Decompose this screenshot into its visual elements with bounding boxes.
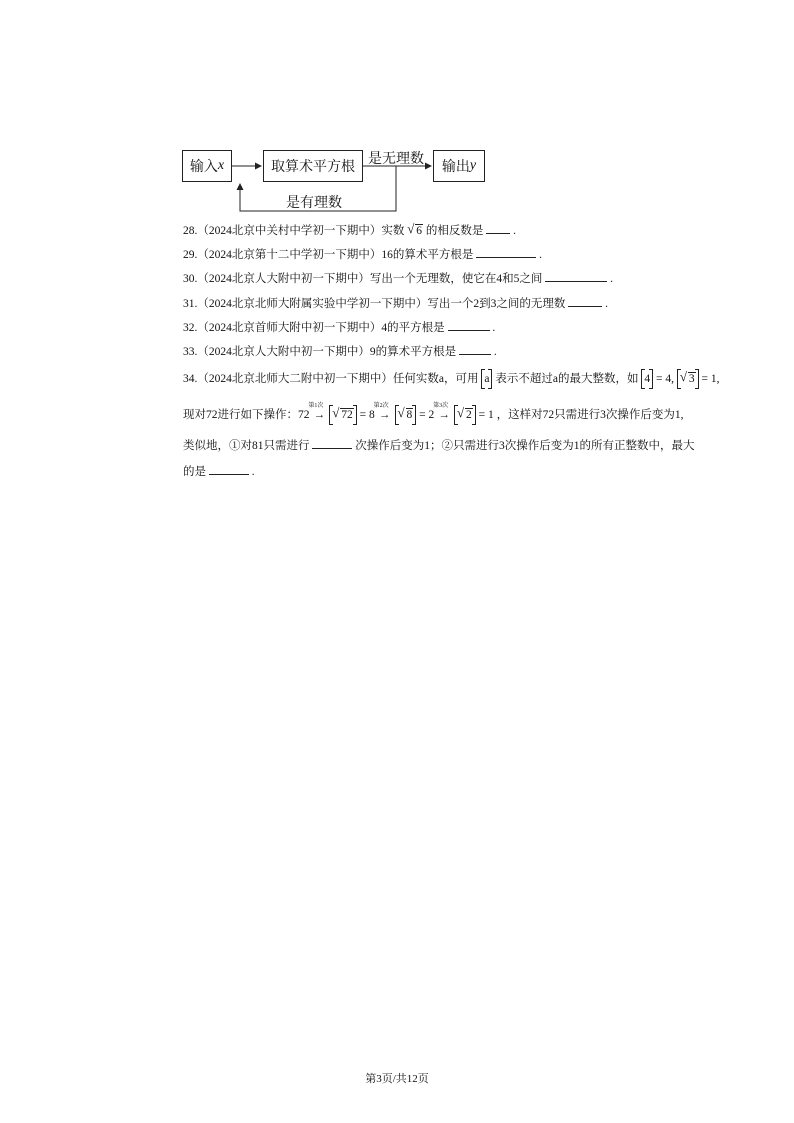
question-33: 33.（2024北京人大附中初一下期中）9的算术平方根是 . <box>183 343 497 360</box>
irrational-label: 是无理数 <box>368 152 424 167</box>
sqrt-6: √ 6 <box>407 221 422 237</box>
output-var: y <box>469 158 477 173</box>
floor-bracket-sqrt8: √ 8 <box>395 407 417 423</box>
question-34-line4: 的是 . <box>183 463 255 480</box>
floor-bracket-sqrt3: √ 3 <box>677 371 699 387</box>
step-1-arrow: 第1次 → <box>308 403 326 421</box>
answer-blank-29[interactable] <box>476 246 536 258</box>
floor-bracket-sqrt72: √ 72 <box>329 407 357 423</box>
rational-label: 是有理数 <box>286 196 342 211</box>
input-var: x <box>217 158 225 173</box>
answer-blank-34-1[interactable] <box>312 437 352 449</box>
answer-blank-30[interactable] <box>545 270 607 282</box>
question-31: 31.（2024北京北师大附属实验中学初一下期中）写出一个2到3之间的无理数 . <box>183 295 608 312</box>
answer-blank-32[interactable] <box>448 319 490 331</box>
process-label: 取算术平方根 <box>271 160 355 175</box>
step-2-arrow: 第2次 → <box>373 403 391 421</box>
question-34-line1: 34.（2024北京北师大二附中初一下期中）任何实数a，可用 a 表示不超过a的最大整数，如 4 = 4, √ 3 = 1, <box>183 369 720 385</box>
step-3-arrow: 第3次 → <box>433 403 450 421</box>
answer-blank-28[interactable] <box>486 222 510 234</box>
flowchart <box>180 144 500 216</box>
answer-blank-34-2[interactable] <box>209 463 249 475</box>
floor-bracket-sqrt2: √ 2 <box>454 407 476 423</box>
floor-bracket-a: a <box>481 371 492 387</box>
question-34-line2: 现对72进行如下操作：72 第1次 → √ 72 = 8 第2次 → √ 8 = 2 第3次 → √ 2 = 1 ，这样对72只需进行3次操作后变为1, <box>183 403 684 421</box>
answer-blank-33[interactable] <box>459 343 491 355</box>
answer-blank-31[interactable] <box>568 295 602 307</box>
floor-bracket-4: 4 <box>641 371 653 387</box>
question-34-line3: 类似地，①对81只需进行 次操作后变为1；②只需进行3次操作后变为1的所有正整数中，最大 <box>183 437 695 454</box>
output-label: 输出 <box>441 160 470 175</box>
question-28: 28.（2024北京中关村中学初一下期中）实数 √ 6 的相反数是 . <box>183 221 516 237</box>
question-30: 30.（2024北京人大附中初一下期中）写出一个无理数，使它在4和5之间 . <box>183 270 613 287</box>
page-footer: 第3页/共12页 <box>365 1073 429 1085</box>
input-label: 输入 <box>189 160 218 175</box>
question-29: 29.（2024北京第十二中学初一下期中）16的算术平方根是 . <box>183 246 542 263</box>
question-32: 32.（2024北京首师大附中初一下期中）4的平方根是 . <box>183 319 495 336</box>
